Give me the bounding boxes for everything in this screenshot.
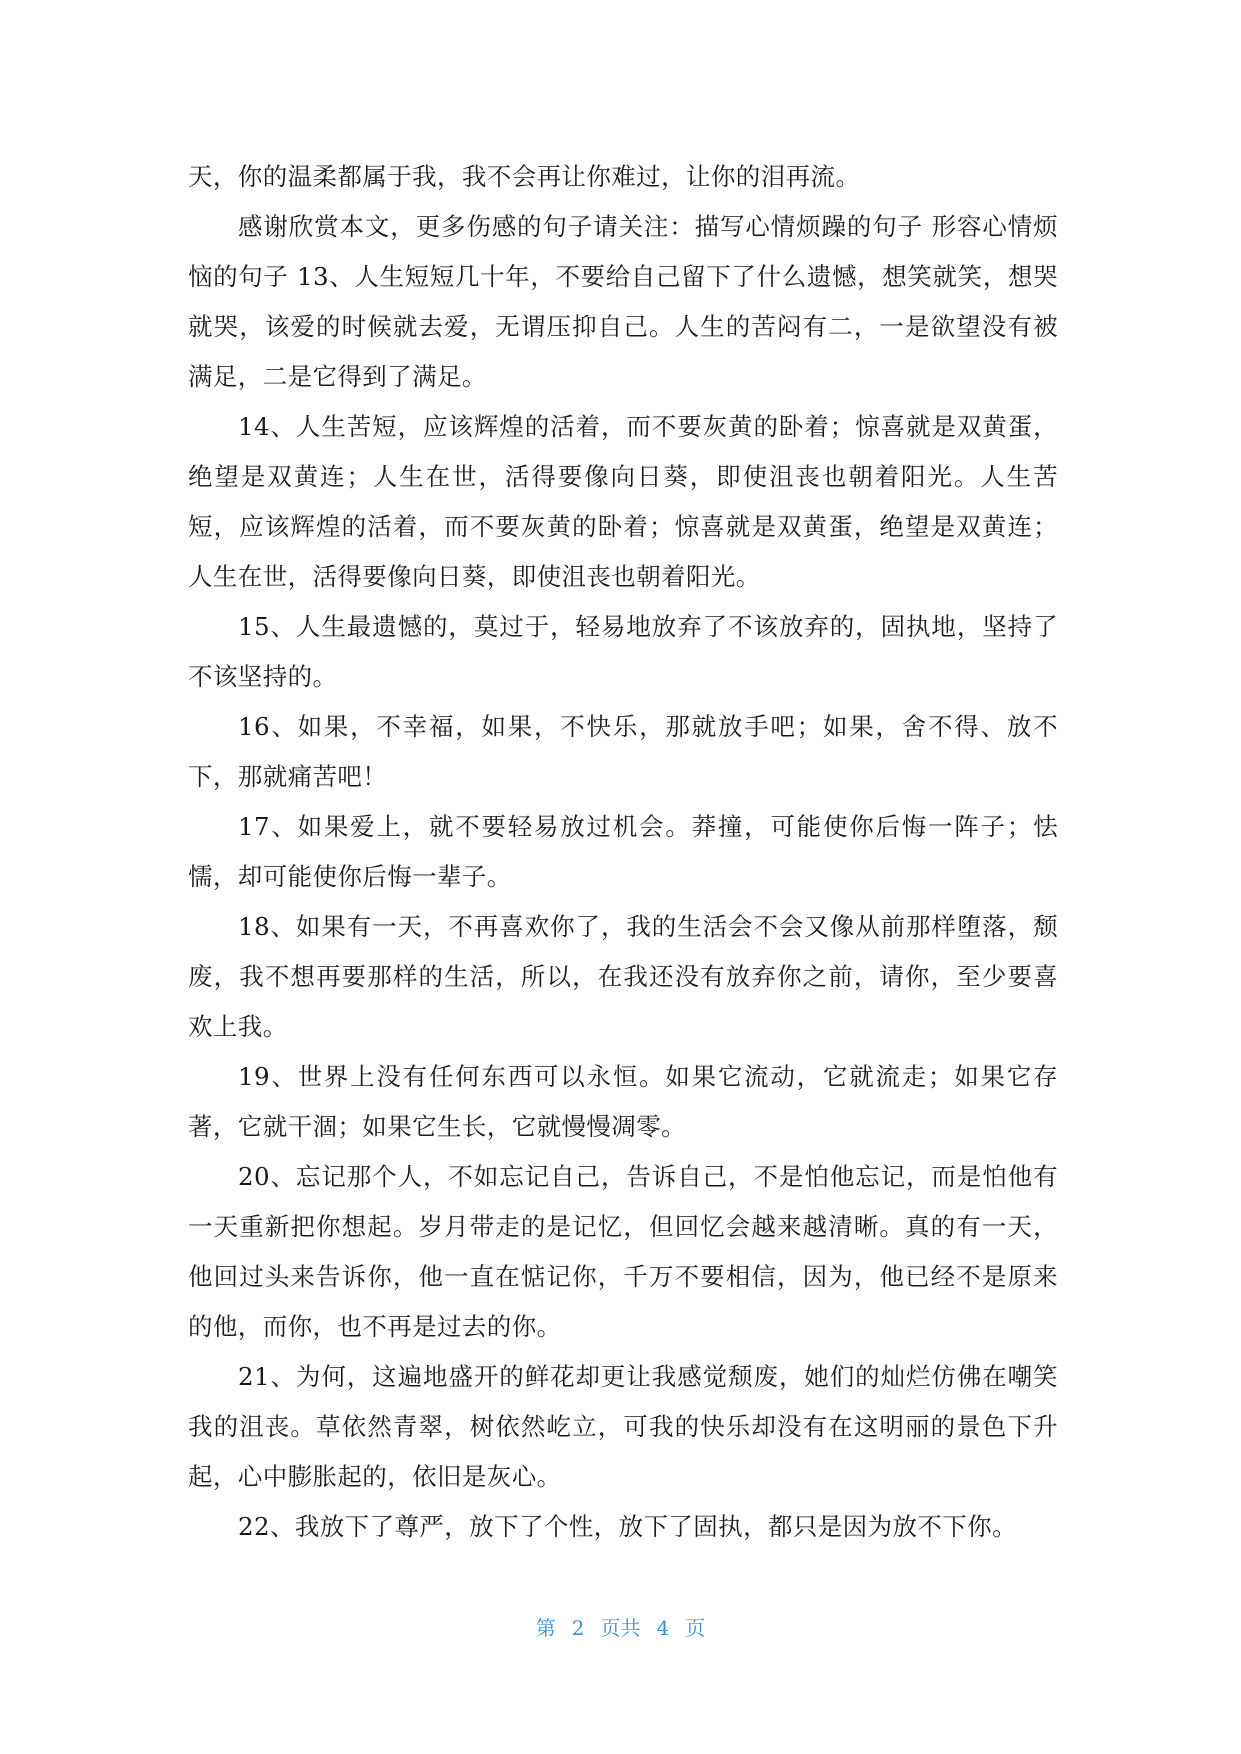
document-body: [188, 152, 1058, 1552]
paragraph-3: 15、人生最遗憾的，莫过于，轻易地放弃了不该放弃的，固执地，坚持了不该坚持的。: [188, 612, 1058, 691]
paragraph-9: 21、为何，这遍地盛开的鲜花却更让我感觉颓废，她们的灿烂仿佛在嘲笑我的沮丧。草依然青翠，树依然屹立，可我的快乐却没有在这明丽的景色下升起，心中膨胀起的，依旧是灰心。: [188, 1362, 1058, 1491]
paragraph-7: 19、世界上没有任何东西可以永恒。如果它流动，它就流走；如果它存著，它就干涸；如果它生长，它就慢慢凋零。: [188, 1062, 1058, 1141]
paragraph-8: 20、忘记那个人，不如忘记自己，告诉自己，不是怕他忘记，而是怕他有一天重新把你想起。岁月带走的是记忆，但回忆会越来越清晰。真的有一天，他回过头来告诉你，他一直在惦记你，千万不要相信，因为，他已经不是原来的他，而你，也不再是过去的你。: [188, 1162, 1058, 1341]
footer-total-pages: 4: [656, 1616, 670, 1640]
paragraph-6: 18、如果有一天，不再喜欢你了，我的生活会不会又像从前那样堕落，颓废，我不想再要那样的生活，所以，在我还没有放弃你之前，请你，至少要喜欢上我。: [188, 912, 1058, 1041]
footer-middle: 页共: [600, 1616, 641, 1640]
paragraph-5: 17、如果爱上，就不要轻易放过机会。莽撞，可能使你后悔一阵子；怯懦，却可能使你后悔一辈子。: [188, 812, 1058, 891]
page-footer: [0, 1612, 1241, 1641]
paragraph-10: 22、我放下了尊严，放下了个性，放下了固执，都只是因为放不下你。: [238, 1512, 1017, 1541]
footer-current-page: 2: [571, 1616, 585, 1640]
paragraph-2: 14、人生苦短，应该辉煌的活着，而不要灰黄的卧着；惊喜就是双黄蛋，绝望是双黄连；人生在世，活得要像向日葵，即使沮丧也朝着阳光。人生苦短，应该辉煌的活着，而不要灰黄的卧着；惊喜就是双黄蛋，绝望是双黄连；人生在世，活得要像向日葵，即使沮丧也朝着阳光。: [188, 412, 1058, 591]
paragraph-4: 16、如果，不幸福，如果，不快乐，那就放手吧；如果，舍不得、放不下，那就痛苦吧！: [188, 712, 1058, 791]
footer-prefix: 第: [535, 1616, 556, 1640]
footer-suffix: 页: [685, 1616, 706, 1640]
paragraph-1: 感谢欣赏本文，更多伤感的句子请关注：描写心情烦躁的句子 形容心情烦恼的句子 13、人生短短几十年，不要给自己留下了什么遗憾，想笑就笑，想哭就哭，该爱的时候就去爱，无谓压抑自己。人生的苦闷有二，一是欲望没有被满足，二是它得到了满足。: [188, 212, 1058, 391]
paragraph-0: 天，你的温柔都属于我，我不会再让你难过，让你的泪再流。: [188, 162, 861, 191]
